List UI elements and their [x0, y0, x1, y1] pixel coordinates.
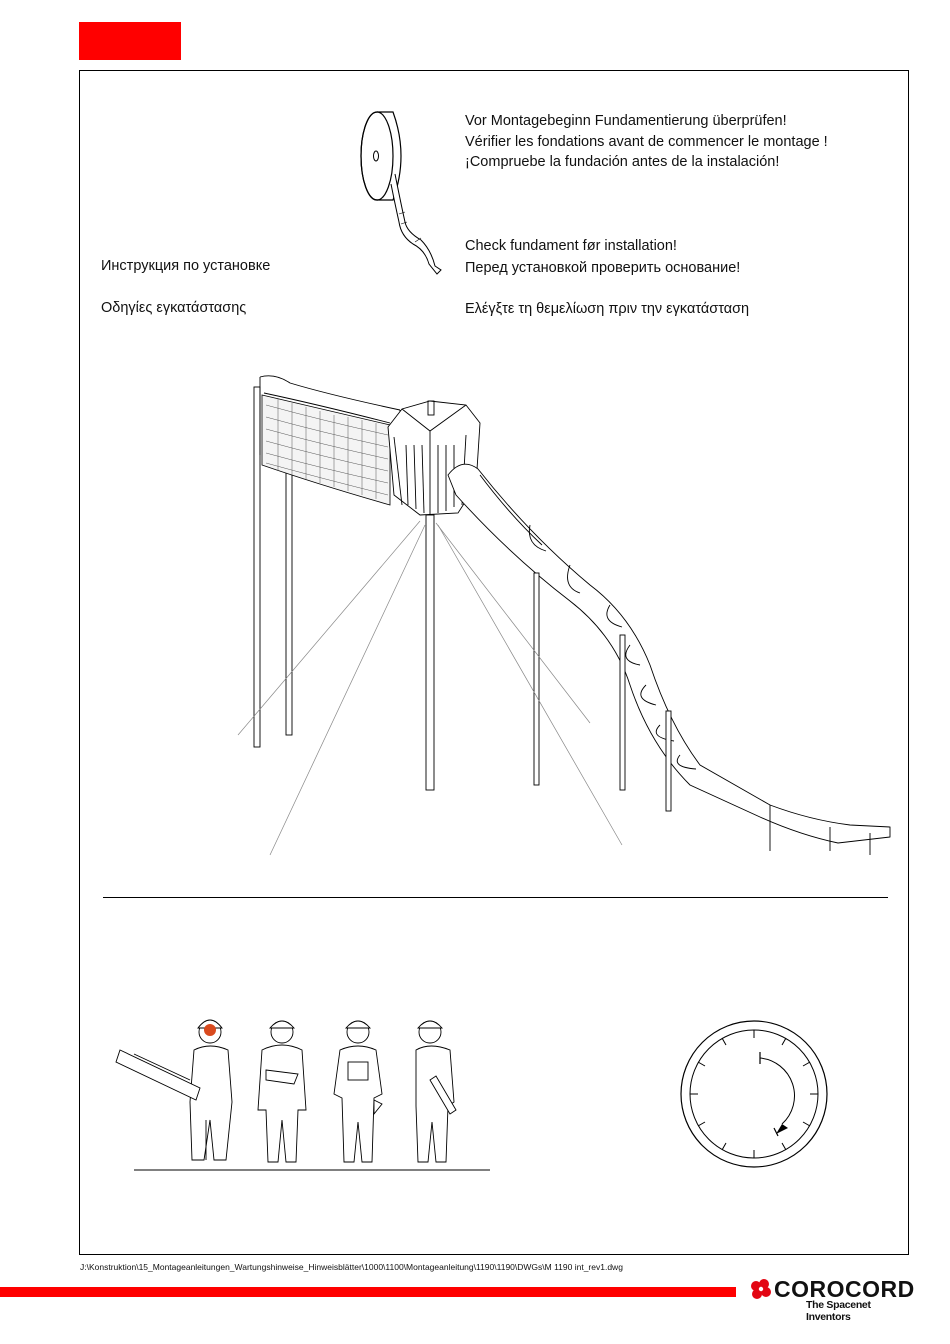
- instruction-el: Ελέγξτε τη θεμελίωση πριν την εγκατάσταση: [465, 301, 750, 317]
- footer-red-bar: [0, 1287, 736, 1297]
- clock-icon: [678, 1018, 830, 1170]
- section-divider: [103, 897, 888, 898]
- instruction-de: Vor Montagebeginn Fundamentierung überprüfen!: [465, 113, 787, 129]
- tape-measure-icon: [355, 104, 455, 284]
- corocord-logo: [748, 1276, 915, 1323]
- instruction-es: ¡Compruebe la fundación antes de la instalación!: [465, 154, 780, 170]
- heading-ru: Инструкция по установке: [101, 258, 271, 274]
- heading-el: Οδηγίες εγκατάστασης: [101, 300, 247, 316]
- file-path: J:\Konstruktion\15_Montageanleitungen_Wartungshinweise_Hinweisblätter\1000\1100\Montageanleitung\1190\1190\DWGs\M 1190 int_rev1.dwg: [80, 1262, 623, 1272]
- header-red-tab: [79, 22, 181, 60]
- instruction-no: Check fundament før installation!: [465, 238, 677, 254]
- corocord-logo-icon: [748, 1278, 774, 1302]
- instruction-fr: Vérifier les fondations avant de commencer le montage !: [465, 134, 828, 150]
- playground-structure-drawing: [230, 365, 900, 865]
- brand-tagline: The Spacenet Inventors: [806, 1299, 871, 1323]
- instruction-ru: Перед установкой проверить основание!: [465, 260, 741, 276]
- workers-illustration: [110, 1010, 500, 1190]
- brand-name: COROCORD: [774, 1276, 915, 1302]
